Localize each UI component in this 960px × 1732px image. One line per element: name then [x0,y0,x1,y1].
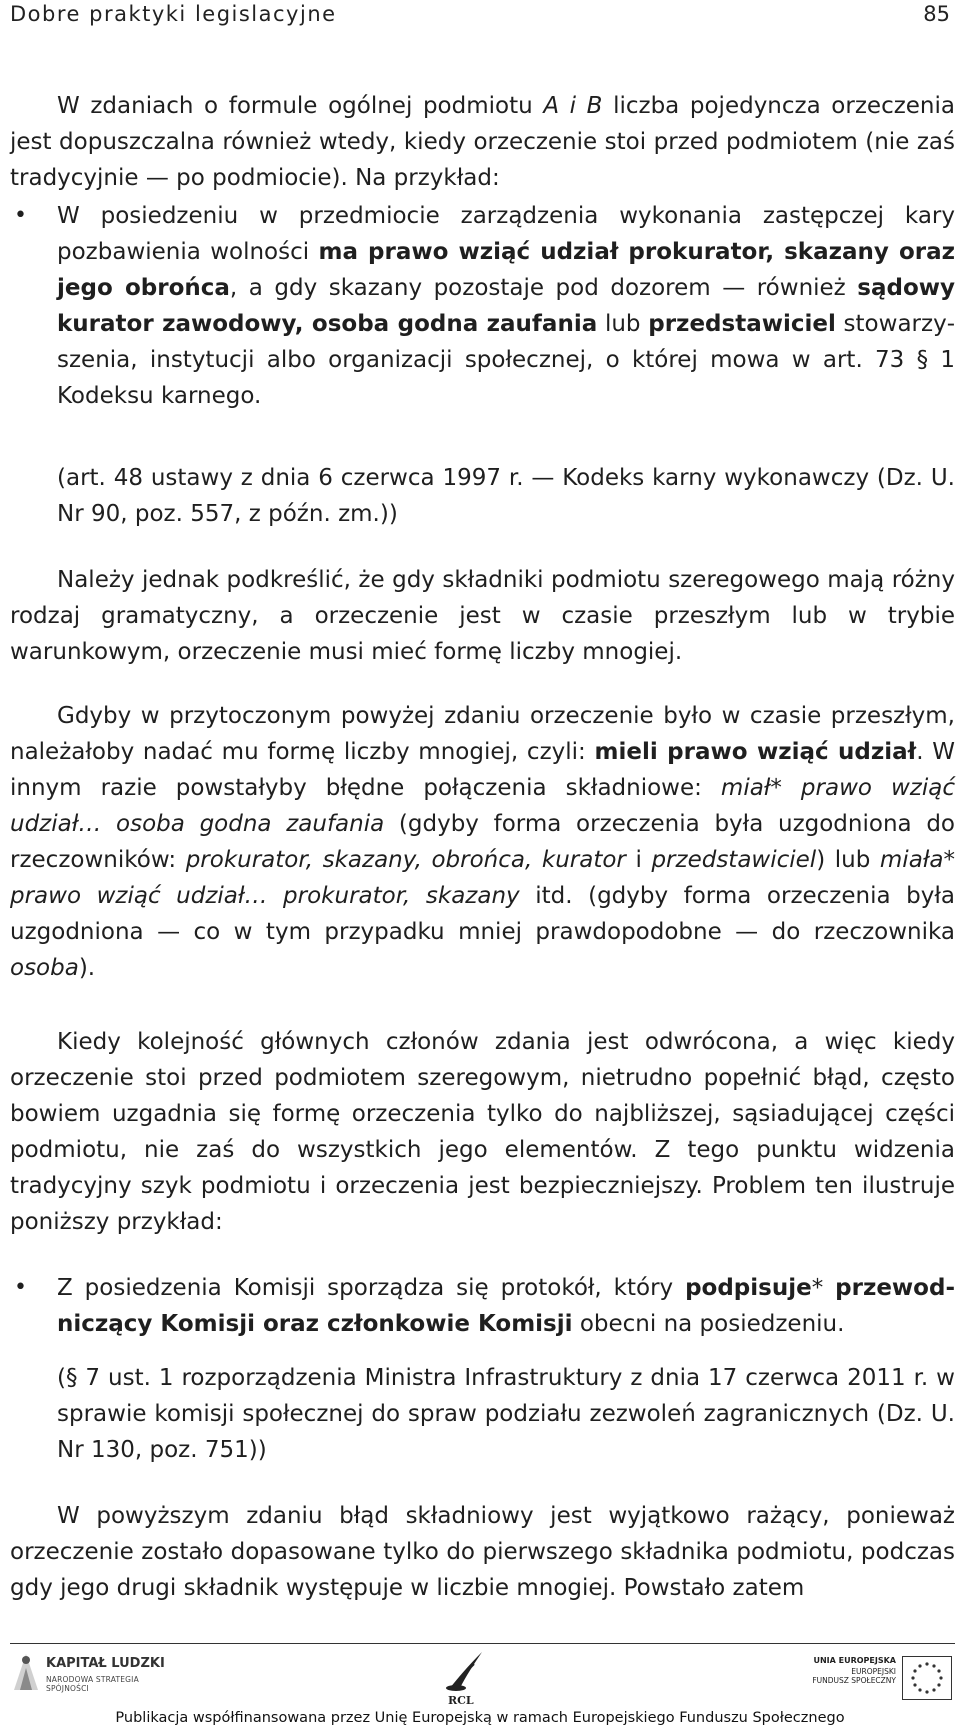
paragraph-text: Należy jednak podkreślić, że gdy składniki podmiotu szeregowego mają różny rodzaj gramatyczny, a orzeczenie jest w czasie przeszłym lub w trybie warunkowym, orzeczenie musi mieć formę liczby mnogiej. [10,567,955,665]
logo-left-name: KAPITAŁ LUDZKI [46,1656,165,1671]
italic-run: osoba [10,955,79,981]
text-run: lub [597,311,649,337]
eu-logo [808,1656,958,1702]
paragraph-4 [10,1024,955,1240]
text-run: W posiedzeniu w przedmiocie zarządzenia wykonania zastępczej kary pozbawienia wolności [57,203,955,265]
kapital-ludzki-logo [10,1650,170,1694]
kapital-ludzki-icon [10,1650,42,1694]
italic-run: przedstawiciel [651,847,817,873]
text-run: ) lub [816,847,880,873]
example-bullet-1 [10,198,955,414]
logo-left-subtitle: NARODOWA STRATEGIA SPÓJNOŚCI [46,1675,139,1693]
paragraph-3 [10,698,955,986]
bold-run: sądowy kurator zawodowy, osoba godna zaufania [57,275,955,337]
paragraph-text: Kiedy kolejność głównych członów zdania jest odwrócona, a więc kiedy orzeczenie stoi przed podmiotem szeregowym, nietrudno popełnić błąd, często bowiem uzgadnia się formę orzeczenia tylko do najbliższej, sąsiadującej części podmiotu, nie zaś do wszystkich jego elementów. Z tego punktu widzenia tradycyjny szyk podmiotu i orzeczenia jest bezpieczniejszy. Problem ten ilustruje poniższy przykład: [10,1029,955,1235]
text-run: liczba pojedyncza orzeczenia jest dopuszczalna również wtedy, kiedy orzeczenie stoi przed podmiotem (nie zaś tradycyjnie — po podmiocie). Na przykład: [10,93,955,191]
text-run: ). [78,955,96,981]
paragraph-text: W powyższym zdaniu błąd składniowy jest wyjątkowo rażący, ponieważ orzeczenie zostało dopasowane tylko do pierwszego składnika podmiotu, podczas gdy jego drugi składnik występuje w liczbie mnogiej. Powstało zatem [10,1503,955,1601]
text-run: i [625,847,652,873]
paragraph-1 [10,88,955,196]
page-number: 85 [923,2,950,26]
text-run: obecni na posiedzeniu. [572,1311,845,1337]
rcl-emblem-icon [440,1648,490,1694]
paragraph-5 [10,1498,955,1606]
eu-logo-line-1: UNIA EUROPEJSKA [813,1656,896,1665]
text-run: Z posiedzenia Komisji sporządza się protokół, który [57,1275,686,1301]
eu-logo-line-2: EUROPEJSKI [851,1667,896,1676]
citation-2: (§ 7 ust. 1 rozporządzenia Ministra Infrastruktury z dnia 17 czerwca 2011 r. w sprawie komisji społecznej do spraw podziału zezwoleń zagranicznych (Dz. U. Nr 130, poz. 751)) [57,1365,955,1463]
text-run: (gdyby forma orzeczenia była uzgodniona do rzeczowników: [10,811,955,873]
footer-funding-note: Publikacja współfinansowana przez Unię Europejską w ramach Europejskiego Funduszu Społecznego [115,1710,845,1726]
paragraph-2 [10,562,955,670]
text-run: W zdaniach o formule ogólnej podmiotu [57,93,544,119]
example-bullet-2 [10,1270,955,1342]
rcl-logo [440,1648,490,1710]
text-run: itd. (gdyby forma orzeczenia była uzgodniona — co w tym przypadku mniej prawdopodobne — do rzeczownika [10,883,955,945]
citation-1: (art. 48 ustawy z dnia 6 czerwca 1997 r. — Kodeks karny wykonawczy (Dz. U. Nr 90, poz. 557, z późn. zm.)) [57,465,955,527]
text-run: stowarzyszenia, instytucji albo organizacji społecznej, o której mowa w art. 73 § 1 Kodeksu karnego. [57,311,955,409]
italic-run: prokurator, skazany, obrońca, kurator [185,847,626,873]
eu-flag-icon [902,1656,952,1700]
text-run: , a gdy skazany pozostaje pod dozorem — również [229,275,858,301]
text-run: . W innym razie powstałyby błędne połączenia składniowe: [10,739,955,801]
page-header [10,0,950,30]
text-run: * [811,1275,836,1301]
bold-run: podpisuje [685,1275,812,1301]
text-run: Gdyby w przytoczonym powyżej zdaniu orzeczenie było w czasie przeszłym, należałoby nadać mu formę liczby mnogiej, czyli: [10,703,955,765]
running-title: Dobre praktyki legislacyjne [10,2,337,26]
footer-divider [10,1643,955,1644]
eu-logo-line-3: FUNDUSZ SPOŁECZNY [812,1676,896,1685]
italic-run: miał* prawo wziąć udział… osoba godna zaufania [10,775,956,837]
bold-run: przewodniczący Komisji oraz członkowie Komisji [57,1275,955,1337]
rcl-logo-text: RCL [448,1694,474,1707]
bullet-icon: • [14,1275,27,1300]
bullet-icon: • [14,203,27,228]
italic-run: A i B [543,93,603,119]
bold-run: mieli prawo wziąć udział [594,739,917,765]
bold-run: przedstawiciel [648,311,836,337]
italic-run: miała* prawo wziąć udział… prokurator, skazany [10,847,955,909]
bold-run: ma prawo wziąć udział prokurator, skazany oraz jego obrońca [57,239,955,301]
